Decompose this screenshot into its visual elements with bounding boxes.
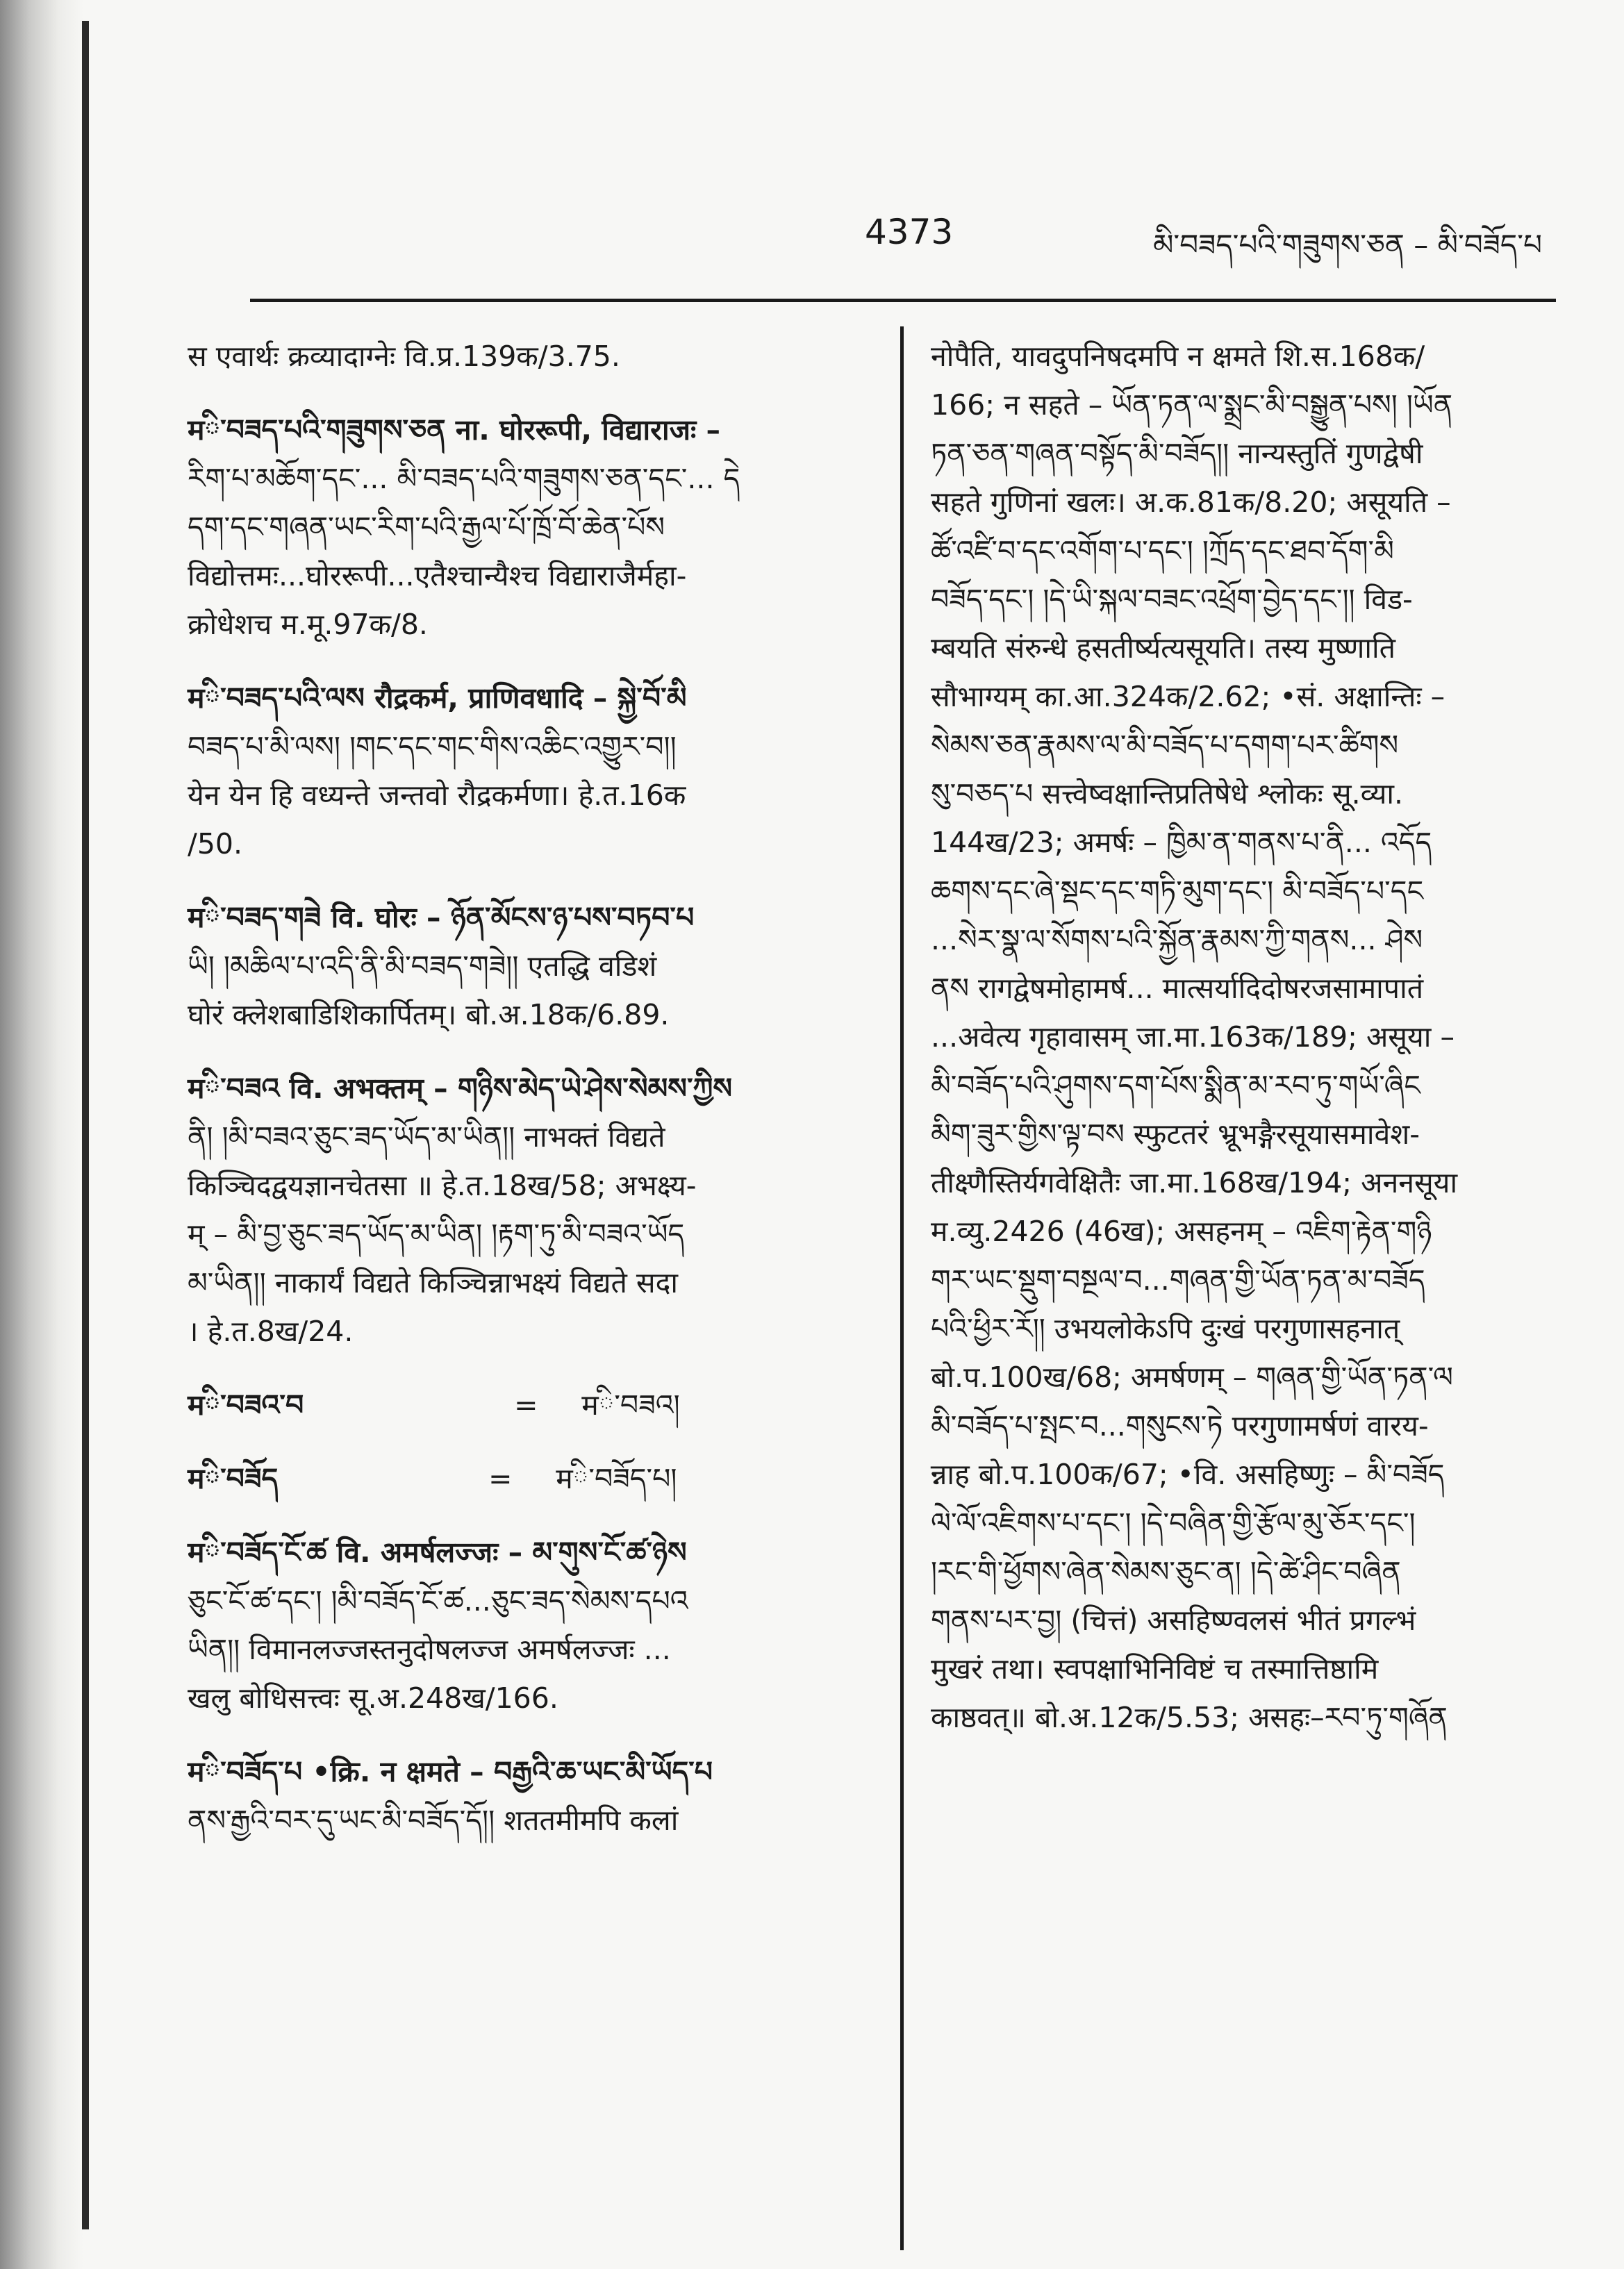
entry-headword-line: मི་བཟད་པའི་གཟུགས་ཅན ना. घोररूपी, विद्याराजः – (188, 413, 721, 447)
dictionary-entry (188, 893, 882, 1039)
entry-line: ནས་རྒྱའི་བར་དུ་ཡང་མི་བཟོད་དོ།། शततमीमपि कलां (188, 1804, 679, 1837)
entry-line: किञ्चिदद्वयज्ञानचेतसा ॥ हे.त.18ख/58; अभक्ष्य- (188, 1169, 697, 1202)
entry-line: 166; न सहते – ཡོན་ཏན་ལ་སྨྲང་མི་བསྒྱུན་པས། །ཡོན (931, 388, 1453, 422)
entry-line: क्रोधेशच म.मू.97क/8. (188, 608, 428, 641)
entry-line: नोपैति, यावदुपनिषदमपि न क्षमते शि.स.168क/ (931, 340, 1425, 373)
entry-line: स एवार्थः क्रव्यादाग्नेः वि.प्र.139क/3.75. (188, 340, 620, 373)
entry-line: तीक्ष्णैस्तिर्यगवेक्षितैः जा.मा.168ख/194; अननसूया (931, 1166, 1458, 1199)
entry-line: म्बयति संरुन्धे हसतीर्ष्यत्यसूयति। तस्य मुष्णाति (931, 631, 1396, 665)
left-column (188, 332, 882, 1870)
entry-line: घोरं क्लेशबाडिशिकार्पितम्। बो.अ.18क/6.89. (188, 998, 670, 1031)
entry-line: । हे.त.8ख/24. (188, 1315, 354, 1348)
entry-line: ལེ་ལོ་འཇིགས་པ་དང་། །དེ་བཞིན་གྱི་རྩོལ་མུ་ཅོར་དང་། (931, 1506, 1416, 1540)
entry-line: न्नाह बो.प.100क/67; •वि. असहिष्णुः – མི་བཟོད (931, 1458, 1445, 1491)
entry-line: ཅུང་ངོ་ཚ་དང་། །མི་བཟོད་ངོ་ཚ...ཅུང་ཟད་སེམས་དཔའ (188, 1584, 688, 1618)
xref-target: मི་བཟོད་པ། (556, 1462, 677, 1495)
cross-reference (188, 1454, 882, 1503)
entry-headword-line: मི་བཟའ वि. अभक्तम् – གཉིས་མེད་ཡེ་ཤེས་སེམས་ཀྱིས (188, 1072, 733, 1105)
entry-line: དག་དང་གཞན་ཡང་རིག་པའི་རྒྱལ་པོ་ཁྲོ་བོ་ཆེན་པོས (188, 510, 665, 544)
column-divider (900, 326, 904, 2250)
entry-line: काष्ठवत्॥ बो.अ.12क/5.53; असहः–རབ་ཏུ་གཞོན (931, 1701, 1448, 1734)
dictionary-entry (188, 332, 882, 381)
entry-line: म.व्यु.2426 (46ख); असहनम् – འཇིག་རྟེན་གཉི (931, 1215, 1432, 1248)
entry-line: खलु बोधिसत्त्वः सू.अ.248ख/166. (188, 1681, 558, 1715)
entry-line: सौभाग्यम् का.आ.324क/2.62; •सं. अक्षान्तिः – (931, 680, 1445, 713)
entry-line: སེམས་ཅན་རྣམས་ལ་མི་བཟོད་པ་དགག་པར་ཚིགས (931, 729, 1399, 762)
entry-line: ནི། །མི་བཟའ་ཅུང་ཟད་ཡོད་མ་ཡིན།། नाभक्तं विद्यते (188, 1120, 665, 1154)
entry-line: མི་བཟོད་པའི་ཤུགས་དག་པོས་སྨིན་མ་རབ་ཏུ་གཡོ་ཞིང (931, 1069, 1420, 1102)
xref-term: मི་བཟའ་བ (188, 1388, 304, 1422)
dictionary-entry (188, 1064, 882, 1356)
entry-line: ཡིན།། विमानलज्जस्तनुदोषलज्ज अमर्षलज्जः ... (188, 1633, 671, 1666)
entry-line: རིག་པ་མཆོག་དང་... མི་བཟད་པའི་གཟུགས་ཅན་དང་... དེ (188, 462, 740, 495)
header-rule (250, 299, 1556, 302)
page-binding-shadow (0, 0, 83, 2269)
running-head: མི་བཟད་པའི་གཟུགས་ཅན – མི་བཟོད་པ (1152, 228, 1542, 262)
cross-reference (188, 1381, 882, 1429)
entry-line: མིག་ཟུར་གྱིས་ལྟ་བས स्फुटतरं भ्रूभङ्गैरसूयासमावेश- (931, 1117, 1420, 1151)
dictionary-entry (188, 406, 882, 649)
dictionary-entry (188, 674, 882, 868)
entry-line: मुखरं तथा। स्वपक्षाभिनिविष्टं च तस्मात्तिष्ठामि (931, 1652, 1379, 1686)
entry-line: ཏན་ཅན་གཞན་བསྟོད་མི་བཟོད།། नान्यस्तुतिं गुणद्वेषी (931, 437, 1423, 470)
entry-headword-line: मི་བཟོད་པ •क्रि. न क्षमते – བརྒྱའི་ཆ་ཡང་མི་ཡོད་པ (188, 1755, 713, 1788)
entry-line: བཟད་པ་མི་ལས། །གང་དང་གང་གིས་འཆིང་འགྱུར་བ།། (188, 730, 677, 763)
page-number: 4373 (865, 212, 954, 252)
right-column (931, 332, 1542, 1742)
entry-line: མི་བཟོད་པ་སྤང་བ...གསུངས་ཏེ परगुणामर्षणं वारय- (931, 1409, 1429, 1443)
xref-equals: = (514, 1388, 538, 1422)
entry-line: ཡི། །མཆིལ་པ་འདི་ནི་མི་བཟད་གཟེ།། एतद्धि वडिशं (188, 949, 657, 983)
xref-equals: = (488, 1462, 513, 1495)
entry-line: म् – མི་བྱ་ཅུང་ཟད་ཡོད་མ་ཡིན། །རྟག་ཏུ་མི་བཟའ་ཡོད (188, 1217, 685, 1251)
entry-line: विद्योत्तमः...घोररूपी...एतैश्चान्यैश्च विद्याराजैर्महा- (188, 559, 687, 592)
entry-line: གནས་པར་བྱ། (चित्तं) असहिष्ण्वलसं भीतं प्रगल्भं (931, 1604, 1416, 1637)
entry-line: །རང་གི་ཕྱོགས་ཞེན་སེམས་ཅུང་ན། །དེ་ཚེ་ཤིང་བཞིན (931, 1555, 1401, 1588)
entry-line: བཟོད་དང་། །དེ་ཡི་སྐལ་བཟང་འཕྲོག་བྱེད་དང་།། विड- (931, 583, 1413, 616)
entry-line: सहते गुणिनां खलः। अ.क.81क/8.20; असूयति – (931, 485, 1451, 519)
xref-term: मི་བཟོད (188, 1462, 279, 1495)
dictionary-entry (188, 1747, 882, 1845)
entry-line: པའི་ཕྱིར་རོ།། उभयलोकेऽपि दुःखं परगुणासहनात् (931, 1312, 1400, 1345)
entry-line: येन येन हि वध्यन्ते जन्तवो रौद्रकर्मणा। हे.त.16क (188, 779, 686, 812)
entry-line: གར་ཡང་སྡུག་བསྔལ་བ...གཞན་གྱི་ཡོན་ཏན་མ་བཟོད (931, 1263, 1425, 1297)
entry-line: /50. (188, 827, 243, 861)
binding-edge-line (82, 21, 89, 2229)
entry-line: ནས रागद्वेषमोहामर्ष... मात्सर्यादिदोषरजसामापातं (931, 972, 1424, 1005)
entry-line: མ་ཡིན།། नाकार्यं विद्यते किञ्चिन्नाभक्ष्यं विद्यते सदा (188, 1266, 678, 1299)
dictionary-entry (188, 1528, 882, 1722)
entry-line: ཆགས་དང་ཞེ་སྡང་དང་གཏི་མུག་དང་། མི་བཟོད་པ་དང (931, 874, 1424, 908)
entry-line: ...अवेत्य गृहावासम् जा.मा.163क/189; असूया – (931, 1020, 1455, 1054)
xref-target: मི་བཟའ། (581, 1388, 680, 1422)
entry-line: बो.प.100ख/68; अमर्षणम् – གཞན་གྱི་ཡོན་ཏན་ལ (931, 1361, 1453, 1394)
entry-headword-line: मི་བཟད་པའི་ལས रौद्रकर्म, प्राणिवधादि – སྐྱེ་བོ་མི (188, 681, 687, 715)
entry-line: 144ख/23; अमर्षः – ཁྱིམ་ན་གནས་པ་ནི... འདོད (931, 826, 1432, 859)
entry-line: སུ་བཅད་པ सत्त्वेष्वक्षान्तिप्रतिषेधे श्लोकः सू.व्या. (931, 777, 1404, 811)
entry-headword-line: मི་བཟད་གཟེ वि. घोरः – ཉོན་མོངས་ཉ་པས་བཏབ་པ (188, 901, 695, 934)
entry-line: ...སེར་སྣ་ལ་སོགས་པའི་སྐྱོན་རྣམས་ཀྱི་གནས... ཤེས (931, 923, 1423, 956)
entry-line: ཚོ་འཛི་བ་དང་འགོག་པ་དང་། །ཀྲོད་དང་ཐབ་དོག་མི (931, 534, 1394, 567)
entry-headword-line: मི་བཟོད་ངོ་ཚ वि. अमर्षलज्जः – མ་གུས་ངོ་ཚ་ཉེས (188, 1536, 687, 1569)
